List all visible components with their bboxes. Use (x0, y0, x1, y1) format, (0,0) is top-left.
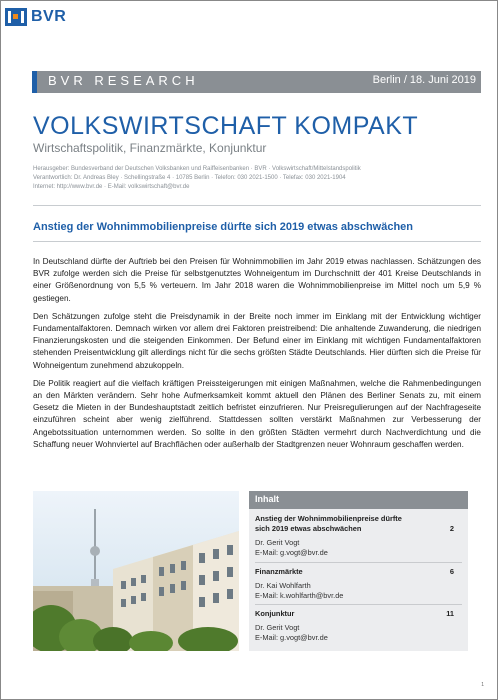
article-paragraph: Den Schätzungen zufolge steht die Preisdynamik in der Breite noch immer im Einklang mit der Entwicklung wichtiger Fundamentalfaktoren. Demnach wirken vor allem drei Faktoren preistreibend: Die anhaltende Zuwanderung, die niedrigen Finanzierungskosten und die steigenden Einkommen. Der Befund einer im Einklang mit wichtigen Fundamentalfaktoren stehenden Preisentwicklung gilt allerdings nicht für die sechs größten Städte Deutschlands. Hier dürften sich die Preise für Wohneigentum zunehmend abzukoppeln. (33, 311, 481, 370)
berlin-cityscape-photo (33, 491, 239, 651)
contents-entry-page: 6 (449, 567, 454, 576)
article-headline: Anstieg der Wohnimmobilienpreise dürfte sich 2019 etwas abschwächen (33, 221, 414, 233)
divider (33, 241, 481, 242)
page-subtitle: Wirtschaftspolitik, Finanzmärkte, Konjunktur (33, 141, 267, 155)
contents-entry-email: E-Mail: g.vogt@bvr.de (255, 548, 328, 557)
contents-entry-page: 2 (449, 524, 454, 533)
contents-entry-page: 11 (446, 609, 454, 618)
contents-box (249, 491, 468, 651)
bvr-logo-icon (5, 8, 27, 26)
logo-text: BVR (31, 8, 67, 25)
page-title: VOLKSWIRTSCHAFT KOMPAKT (33, 112, 419, 140)
bvr-logo (5, 8, 66, 26)
header-band-accent (32, 71, 37, 93)
imprint-line: Herausgeber: Bundesverband der Deutschen Volksbanken und Raiffeisenbanken · BVR · Volkswirtschaft/Mittelstandspolitik (33, 166, 361, 172)
issue-date: Berlin / 18. Juni 2019 (372, 74, 476, 86)
contents-divider (255, 604, 462, 605)
contents-heading: Inhalt (255, 494, 279, 504)
contents-entry[interactable] (255, 514, 462, 558)
contents-entry-title: Konjunktur (255, 609, 295, 618)
berlin-cityscape-image (33, 491, 239, 651)
page-number: 1 (481, 682, 484, 688)
imprint-line: Verantwortlich: Dr. Andreas Bley · Schellingstraße 4 · 10785 Berlin · Telefon: 030 2021-1500 · Telefax: 030 2021-1904 (33, 175, 346, 181)
imprint-line: Internet: http://www.bvr.de · E-Mail: volkswirtschaft@bvr.de (33, 184, 190, 190)
article-body (33, 256, 481, 457)
contents-divider (255, 562, 462, 563)
contents-entry[interactable] (255, 609, 462, 643)
contents-entry-title: Finanzmärkte (255, 567, 303, 576)
article-paragraph: In Deutschland dürfte der Auftrieb bei den Preisen für Wohnimmobilien im Jahr 2019 etwas nachlassen. Schätzungen des BVR zufolge werden sich die Preise für selbstgenutztes Wohneigentum im Durchschnitt der 401 Kreise Deutschlands in einer Größenordnung von 5,5 % verteuern. Im Jahr 2018 waren die Wohnimmobilienpreise im Mittel noch um 5,9 % gestiegen. (33, 257, 481, 303)
contents-entry-author: Dr. Gerit Vogt (255, 623, 300, 632)
imprint (33, 165, 361, 192)
divider (33, 205, 481, 206)
contents-entry-email: E-Mail: g.vogt@bvr.de (255, 633, 328, 642)
series-title: BVR RESEARCH (48, 73, 199, 88)
contents-entry-author: Dr. Gerit Vogt (255, 538, 300, 547)
article-paragraph: Die Politik reagiert auf die vielfach kräftigen Preissteigerungen mit einigen Maßnahmen, welche die Rahmenbedingungen an den Märkten verändern. Sehr hohe Aufmerksamkeit kommt aktuell den Plänen des Berliner Senats zu, mit einem Gesetz die Mieten in der Bundeshauptstadt zeitlich befristet einzufrieren. Nur Preisregulierungen auf der Nachfrageseite einzuführen scheint aber wenig zielführend. Stattdessen sollten verstärkt Maßnahmen zur Verbesserung der Angebotssituation unternommen werden. So sollte in den größten Städten vermehrt durch Nachverdichtung und die Schaffung neuer Wohnviertel auf Brachflächen oder außerhalb der Stadtgrenzen neuer Wohnraum geschaffen werden. (33, 378, 481, 449)
contents-entry-title: Anstieg der Wohnimmobilienpreise dürfte sich 2019 etwas abschwächen (255, 514, 402, 533)
contents-entry-author: Dr. Kai Wohlfarth (255, 581, 311, 590)
contents-header (249, 491, 468, 509)
contents-entry[interactable] (255, 567, 462, 601)
contents-entry-email: E-Mail: k.wohlfarth@bvr.de (255, 591, 344, 600)
